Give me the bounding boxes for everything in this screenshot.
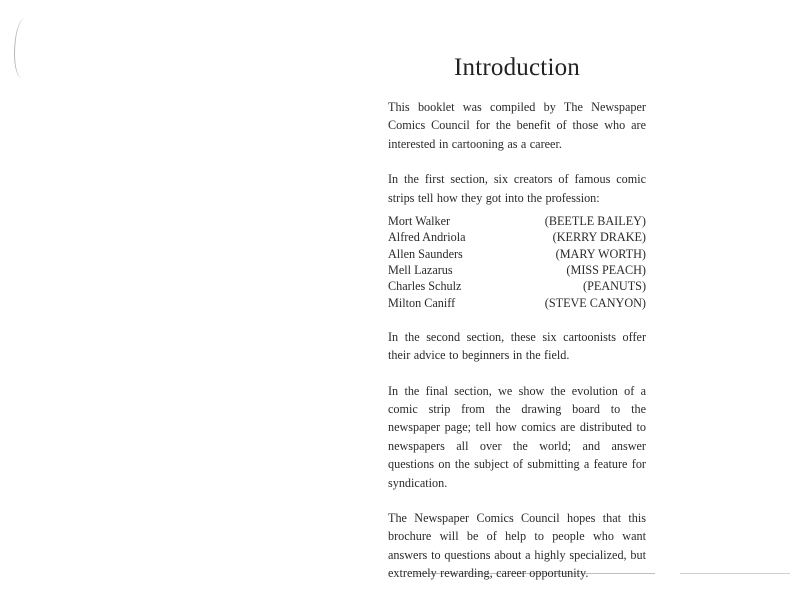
cartoonist-list (388, 213, 646, 311)
page-title: Introduction (454, 54, 580, 81)
comic-strip-title: (PEANUTS) (583, 279, 646, 294)
list-item (388, 246, 646, 262)
list-item (388, 278, 646, 294)
introduction-section (388, 54, 646, 600)
scan-mark (14, 18, 33, 78)
intro-paragraph-5: The Newspaper Comics Council hopes that this brochure will be of help to people who want answers to questions about a highly specialized, but extremely rewarding, career opportunity. (388, 511, 646, 581)
intro-paragraph-2: In the first section, six creators of famous comic strips tell how they got into the profession: (388, 172, 646, 205)
cartoonist-name: Allen Saunders (388, 246, 463, 261)
cartoonist-name: Mell Lazarus (388, 262, 453, 277)
comic-strip-title: (BEETLE BAILEY) (544, 214, 646, 229)
cartoonist-name: Mort Walker (388, 214, 451, 229)
list-item (388, 295, 646, 311)
intro-paragraph-3: In the second section, these six cartoonists offer their advice to beginners in the field. (388, 329, 646, 363)
intro-paragraph-1: This booklet was compiled by The Newspaper Comics Council for the benefit of those who are interested in cartooning as a career. (388, 100, 646, 151)
list-item (388, 213, 646, 229)
comic-strip-title: (MARY WORTH) (555, 246, 646, 261)
comic-strip-title: (MISS PEACH) (566, 262, 646, 277)
comic-strip-title: (KERRY DRAKE) (552, 230, 646, 245)
cartoonist-name: Alfred Andriola (388, 230, 466, 245)
cartoonist-name: Milton Caniff (388, 295, 456, 310)
comic-strip-title: (STEVE CANYON) (544, 295, 646, 310)
list-item (388, 262, 646, 278)
intro-paragraph-4: In the final section, we show the evolution of a comic strip from the drawing board to the newspaper page; tell how comics are distributed to newspapers all over the world; and answer questions on the subject of submitting a feature for syndication. (388, 383, 646, 490)
scan-mark (680, 573, 790, 574)
list-item (388, 229, 646, 245)
cartoonist-name: Charles Schulz (388, 279, 462, 294)
